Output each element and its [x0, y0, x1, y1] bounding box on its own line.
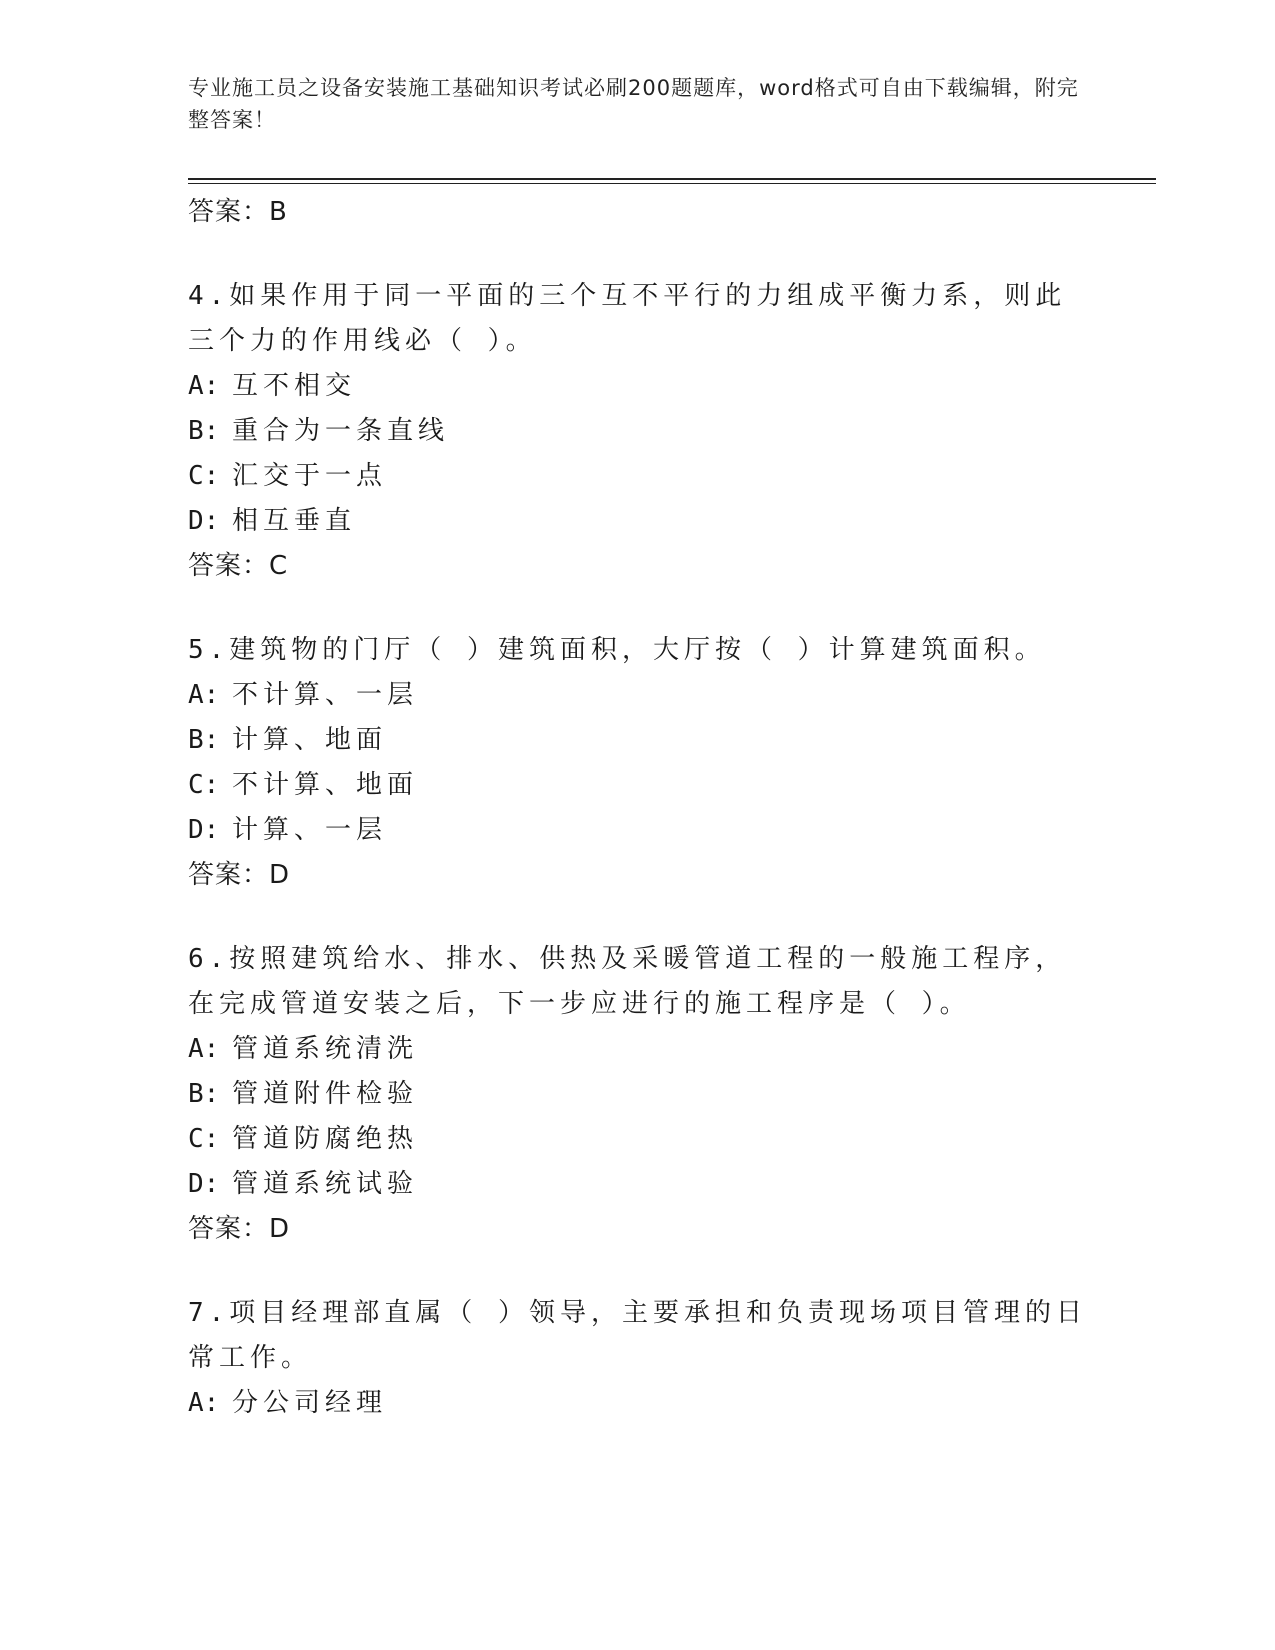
- option-a: [188, 1027, 1088, 1072]
- option-text: 计算、地面: [232, 725, 388, 755]
- option-text: 分公司经理: [232, 1388, 388, 1418]
- option-letter: A:: [188, 371, 220, 401]
- option-letter: A:: [188, 1388, 220, 1418]
- header-divider-thin: [188, 183, 1156, 184]
- option-letter: A:: [188, 1034, 220, 1064]
- answer-line: 答案：D: [188, 860, 291, 890]
- option-text: 互不相交: [232, 371, 357, 401]
- questions-container: [188, 274, 1088, 1426]
- option-text: 管道系统清洗: [232, 1034, 419, 1064]
- option-letter: C:: [188, 1124, 220, 1154]
- option-text: 相互垂直: [232, 506, 357, 536]
- question-5: [188, 628, 1088, 897]
- question-stem: 7.项目经理部直属（ ）领导，主要承担和负责现场项目管理的日常工作。: [188, 1298, 1087, 1373]
- option-letter: B:: [188, 416, 220, 446]
- option-letter: B:: [188, 725, 220, 755]
- document-header: 专业施工员之设备安装施工基础知识考试必刷200题题库，word格式可自由下载编辑，附完整答案！: [188, 76, 1079, 132]
- option-text: 不计算、一层: [232, 680, 419, 710]
- question-stem: 6.按照建筑给水、排水、供热及采暖管道工程的一般施工程序，在完成管道安装之后，下一步应进行的施工程序是（ ）。: [188, 944, 1067, 1019]
- answer-line: 答案：C: [188, 551, 289, 581]
- option-letter: D:: [188, 1169, 220, 1199]
- option-b: [188, 1072, 1088, 1117]
- answer-line: 答案：D: [188, 1214, 291, 1244]
- question-6: [188, 937, 1088, 1251]
- option-text: 管道附件检验: [232, 1079, 419, 1109]
- option-c: [188, 454, 1088, 499]
- option-a: [188, 673, 1088, 718]
- question-stem: 4.如果作用于同一平面的三个互不平行的力组成平衡力系，则此三个力的作用线必（ ）。: [188, 281, 1067, 356]
- option-a: [188, 364, 1088, 409]
- option-text: 管道防腐绝热: [232, 1124, 419, 1154]
- question-4: [188, 274, 1088, 588]
- option-letter: C:: [188, 461, 220, 491]
- option-text: 计算、一层: [232, 815, 388, 845]
- option-text: 重合为一条直线: [232, 416, 450, 446]
- option-letter: D:: [188, 506, 220, 536]
- option-b: [188, 718, 1088, 763]
- header-divider-thick: [188, 178, 1156, 180]
- question-7: [188, 1291, 1088, 1426]
- option-c: [188, 1117, 1088, 1162]
- previous-answer: 答案：B: [188, 197, 288, 227]
- option-letter: C:: [188, 770, 220, 800]
- option-b: [188, 409, 1088, 454]
- option-c: [188, 763, 1088, 808]
- question-list: [188, 188, 1088, 1426]
- question-stem: 5.建筑物的门厅（ ）建筑面积，大厅按（ ）计算建筑面积。: [188, 635, 1046, 665]
- option-text: 汇交于一点: [232, 461, 388, 491]
- option-d: [188, 499, 1088, 544]
- option-text: 不计算、地面: [232, 770, 419, 800]
- option-letter: D:: [188, 815, 220, 845]
- option-d: [188, 1162, 1088, 1207]
- option-letter: A:: [188, 680, 220, 710]
- option-text: 管道系统试验: [232, 1169, 419, 1199]
- option-d: [188, 808, 1088, 853]
- option-letter: B:: [188, 1079, 220, 1109]
- option-a: [188, 1381, 1088, 1426]
